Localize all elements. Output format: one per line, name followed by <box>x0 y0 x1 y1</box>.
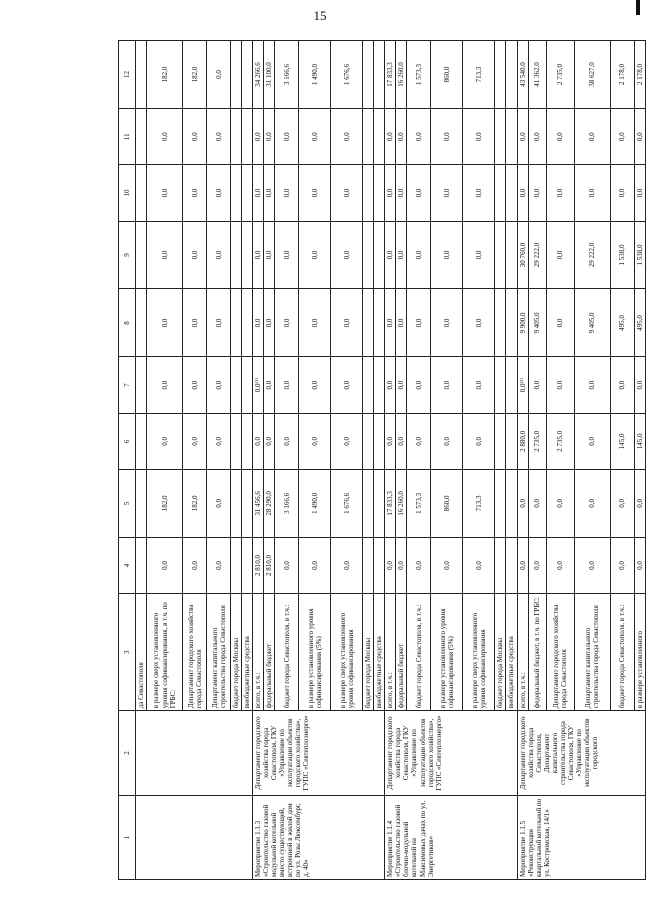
value-cell: 1 573,3 <box>407 41 431 109</box>
value-cell: 495,0 <box>634 289 645 357</box>
value-cell: 0,0 <box>207 165 231 221</box>
value-cell <box>506 469 517 537</box>
value-cell: 9 900,0 <box>517 289 528 357</box>
value-cell: 0,0 <box>331 165 363 221</box>
funding-source-cell: в размере установленного уровня софинансирования (5%) <box>299 594 331 711</box>
table-row <box>517 41 528 880</box>
funding-source-cell: внебюджетные средства <box>374 594 385 711</box>
value-cell: 182,0 <box>147 41 183 109</box>
executor-cell <box>136 711 253 795</box>
value-cell: 0,0 <box>331 357 363 413</box>
funding-source-cell: всего, в т.ч.: <box>253 594 264 711</box>
value-cell <box>374 109 385 165</box>
value-cell: 0,0 <box>331 109 363 165</box>
table-body <box>136 41 646 880</box>
value-cell: 0,0 <box>396 165 407 221</box>
value-cell: 0,0 <box>275 289 299 357</box>
value-cell: 0,0 <box>634 537 645 593</box>
value-cell: 0,0 <box>574 109 610 165</box>
value-cell: 0,0 <box>264 221 275 289</box>
value-cell: 0,0 <box>385 221 396 289</box>
value-cell <box>242 41 253 109</box>
value-cell: 1 538,0 <box>634 221 645 289</box>
budget-table <box>118 40 646 880</box>
value-cell <box>374 357 385 413</box>
value-cell: 0,0 <box>207 221 231 289</box>
table-row <box>136 41 147 880</box>
value-cell: 0,0 <box>299 221 331 289</box>
col-header: 6 <box>119 413 136 469</box>
value-cell <box>242 413 253 469</box>
value-cell <box>231 109 242 165</box>
value-cell: 0,0 <box>431 109 463 165</box>
value-cell <box>506 289 517 357</box>
value-cell: 0,0 <box>407 221 431 289</box>
value-cell: 0,0⁽²⁾ <box>517 357 528 413</box>
funding-source-cell: да Севастополя <box>136 594 147 711</box>
funding-source-cell: федеральный бюджет <box>396 594 407 711</box>
value-cell <box>242 537 253 593</box>
value-cell: 0,0 <box>546 289 574 357</box>
value-cell: 0,0 <box>546 357 574 413</box>
value-cell <box>374 469 385 537</box>
value-cell <box>374 165 385 221</box>
value-cell: 0,0 <box>517 165 528 221</box>
value-cell: 0,0 <box>396 357 407 413</box>
value-cell: 0,0 <box>463 109 495 165</box>
value-cell: 9 405,0 <box>574 289 610 357</box>
value-cell: 0,0 <box>546 165 574 221</box>
funding-source-cell: бюджет города Севастополя, в т.ч.: <box>275 594 299 711</box>
table-row <box>385 41 396 880</box>
value-cell: 0,0 <box>634 469 645 537</box>
value-cell: 1 676,6 <box>331 41 363 109</box>
value-cell <box>495 109 506 165</box>
value-cell: 0,0 <box>147 357 183 413</box>
value-cell <box>495 41 506 109</box>
funding-source-cell: федеральный бюджет <box>264 594 275 711</box>
activity-name-cell: Мероприятие 1.1.5 «Реконструкция квартальной котельной по ул. Костромская, 14/1» <box>517 795 645 879</box>
col-header: 5 <box>119 469 136 537</box>
value-cell: 1 490,0 <box>299 469 331 537</box>
value-cell: 0,0 <box>431 221 463 289</box>
rotated-table-container <box>118 40 658 880</box>
value-cell: 0,0 <box>634 357 645 413</box>
value-cell: 0,0 <box>528 469 546 537</box>
value-cell: 0,0 <box>207 289 231 357</box>
value-cell: 182,0 <box>183 41 207 109</box>
value-cell: 0,0 <box>331 221 363 289</box>
value-cell <box>136 289 147 357</box>
value-cell: 0,0 <box>147 537 183 593</box>
value-cell: 28 290,0 <box>264 469 275 537</box>
value-cell: 0,0 <box>183 221 207 289</box>
funding-source-cell: федеральный бюджет, в т.ч. по ГРБС: <box>528 594 546 711</box>
value-cell: 2 735,0 <box>528 413 546 469</box>
value-cell: 0,0 <box>275 109 299 165</box>
value-cell: 0,0 <box>385 413 396 469</box>
value-cell: 0,0 <box>610 537 634 593</box>
value-cell: 0,0 <box>264 413 275 469</box>
value-cell: 16 260,0 <box>396 469 407 537</box>
col-header: 3 <box>119 594 136 711</box>
value-cell: 9 405,0 <box>528 289 546 357</box>
funding-source-cell: в размере сверх установленного уровня софинансирования <box>331 594 363 711</box>
value-cell: 0,0 <box>253 109 264 165</box>
value-cell: 0,0 <box>463 537 495 593</box>
value-cell: 0,0 <box>528 109 546 165</box>
value-cell: 0,0 <box>275 165 299 221</box>
value-cell: 2 178,0 <box>610 41 634 109</box>
value-cell <box>242 469 253 537</box>
value-cell: 0,0 <box>299 357 331 413</box>
value-cell <box>363 289 374 357</box>
value-cell: 0,0 <box>431 165 463 221</box>
funding-source-cell: внебюджетные средства <box>506 594 517 711</box>
value-cell <box>363 357 374 413</box>
value-cell <box>242 221 253 289</box>
value-cell: 0,0 <box>147 109 183 165</box>
value-cell: 3 166,6 <box>275 469 299 537</box>
value-cell: 0,0 <box>546 469 574 537</box>
value-cell: 0,0 <box>385 289 396 357</box>
value-cell <box>363 41 374 109</box>
value-cell: 0,0 <box>385 165 396 221</box>
value-cell: 16 260,0 <box>396 41 407 109</box>
value-cell: 0,0 <box>463 221 495 289</box>
value-cell <box>136 109 147 165</box>
funding-source-cell: в размере сверх установленного уровня софинансирования <box>463 594 495 711</box>
value-cell: 34 266,6 <box>253 41 264 109</box>
value-cell: 0,0 <box>634 109 645 165</box>
value-cell: 30 760,0 <box>517 221 528 289</box>
value-cell: 0,0 <box>546 109 574 165</box>
value-cell: 0,0 <box>385 537 396 593</box>
value-cell: 43 540,0 <box>517 41 528 109</box>
value-cell: 29 222,0 <box>574 221 610 289</box>
value-cell <box>495 413 506 469</box>
funding-source-cell: в размере установленного <box>634 594 645 711</box>
funding-source-cell: Департамент капитального строительства города Севастополя <box>207 594 231 711</box>
value-cell: 0,0 <box>147 289 183 357</box>
value-cell: 0,0 <box>207 109 231 165</box>
page-number: 15 <box>313 8 327 23</box>
value-cell: 0,0 <box>275 413 299 469</box>
col-header: 9 <box>119 221 136 289</box>
value-cell: 0,0 <box>396 221 407 289</box>
value-cell: 31 100,0 <box>264 41 275 109</box>
executor-cell: Департамент городского хозяйства города Севастополя, Департамент капитального строительства города Севастополя, ГКУ «Управление по эксплуатации объектов городского <box>517 711 645 795</box>
value-cell: 0,0 <box>431 537 463 593</box>
value-cell: 0,0 <box>147 413 183 469</box>
funding-source-cell: всего, в т.ч.: <box>385 594 396 711</box>
value-cell <box>242 109 253 165</box>
value-cell <box>363 413 374 469</box>
value-cell: 0,0 <box>183 537 207 593</box>
value-cell: 0,0 <box>183 413 207 469</box>
value-cell: 0,0 <box>574 537 610 593</box>
value-cell: 2 735,0 <box>546 413 574 469</box>
executor-cell: Департамент городского хозяйства города Севастополя, ГКУ «Управление по эксплуатации объектов городского хозяйства», ГУПС «Севтеплоэнерго» <box>385 711 517 795</box>
value-cell <box>374 221 385 289</box>
value-cell: 0,0 <box>574 357 610 413</box>
value-cell: 3 166,6 <box>275 41 299 109</box>
value-cell: 0,0 <box>275 357 299 413</box>
value-cell: 2 810,0 <box>253 537 264 593</box>
funding-source-cell: в размере установленного уровня софинансирования (5%) <box>431 594 463 711</box>
value-cell: 0,0 <box>183 109 207 165</box>
value-cell <box>374 537 385 593</box>
funding-source-cell: всего, в т.ч.: <box>517 594 528 711</box>
value-cell: 0,0 <box>407 537 431 593</box>
value-cell: 0,0 <box>463 165 495 221</box>
value-cell: 2 810,0 <box>264 537 275 593</box>
col-header: 10 <box>119 165 136 221</box>
value-cell: 0,0 <box>610 469 634 537</box>
value-cell: 2 735,0 <box>546 41 574 109</box>
value-cell <box>506 41 517 109</box>
value-cell <box>231 413 242 469</box>
funding-source-cell: бюджет города Москвы <box>363 594 374 711</box>
funding-source-cell: Департамент городского хозяйства города Севастополя <box>183 594 207 711</box>
value-cell: 0,0 <box>299 413 331 469</box>
value-cell: 41 362,0 <box>528 41 546 109</box>
col-header: 8 <box>119 289 136 357</box>
value-cell: 182,0 <box>183 469 207 537</box>
value-cell <box>136 41 147 109</box>
value-cell <box>506 357 517 413</box>
value-cell <box>506 537 517 593</box>
value-cell: 1 573,3 <box>407 469 431 537</box>
value-cell: 0,0 <box>546 221 574 289</box>
value-cell: 0,0⁽¹⁾ <box>253 357 264 413</box>
value-cell <box>363 469 374 537</box>
value-cell <box>242 165 253 221</box>
value-cell: 17 833,3 <box>385 41 396 109</box>
value-cell: 0,0 <box>183 357 207 413</box>
value-cell: 1 490,0 <box>299 41 331 109</box>
value-cell: 182,0 <box>147 469 183 537</box>
col-header: 12 <box>119 41 136 109</box>
value-cell <box>242 289 253 357</box>
value-cell <box>231 221 242 289</box>
value-cell <box>506 221 517 289</box>
value-cell <box>506 109 517 165</box>
col-header: 2 <box>119 711 136 795</box>
value-cell: 0,0 <box>407 357 431 413</box>
value-cell: 0,0 <box>207 357 231 413</box>
table-row <box>253 41 264 880</box>
value-cell <box>495 357 506 413</box>
value-cell: 0,0 <box>275 221 299 289</box>
value-cell: 0,0 <box>331 413 363 469</box>
value-cell: 0,0 <box>463 413 495 469</box>
value-cell: 0,0 <box>528 165 546 221</box>
value-cell: 0,0 <box>275 537 299 593</box>
value-cell <box>495 221 506 289</box>
value-cell: 0,0 <box>407 289 431 357</box>
value-cell: 0,0 <box>431 357 463 413</box>
value-cell: 0,0 <box>253 413 264 469</box>
activity-name-cell <box>136 795 253 879</box>
value-cell: 0,0 <box>385 357 396 413</box>
col-header: 1 <box>119 795 136 879</box>
value-cell: 0,0 <box>407 413 431 469</box>
value-cell: 0,0 <box>331 537 363 593</box>
value-cell: 713,3 <box>463 41 495 109</box>
value-cell: 29 222,0 <box>528 221 546 289</box>
value-cell: 0,0 <box>407 165 431 221</box>
value-cell: 0,0 <box>634 165 645 221</box>
value-cell: 0,0 <box>517 469 528 537</box>
value-cell <box>242 357 253 413</box>
value-cell: 0,0 <box>610 109 634 165</box>
value-cell: 0,0 <box>264 165 275 221</box>
value-cell <box>495 469 506 537</box>
value-cell <box>136 413 147 469</box>
value-cell: 0,0 <box>396 537 407 593</box>
funding-source-cell: внебюджетные средства <box>242 594 253 711</box>
value-cell <box>136 357 147 413</box>
value-cell: 713,3 <box>463 469 495 537</box>
value-cell: 0,0 <box>385 109 396 165</box>
value-cell: 0,0 <box>253 165 264 221</box>
value-cell: 0,0 <box>147 165 183 221</box>
value-cell <box>231 41 242 109</box>
value-cell: 0,0 <box>253 221 264 289</box>
funding-source-cell: бюджет города Москвы <box>231 594 242 711</box>
value-cell: 0,0 <box>517 109 528 165</box>
value-cell <box>363 537 374 593</box>
value-cell <box>506 413 517 469</box>
value-cell: 0,0 <box>528 537 546 593</box>
value-cell: 495,0 <box>610 289 634 357</box>
value-cell: 0,0 <box>396 109 407 165</box>
value-cell: 0,0 <box>528 357 546 413</box>
value-cell: 860,0 <box>431 41 463 109</box>
funding-source-cell: бюджет города Севастополя, в т.ч.: <box>610 594 634 711</box>
value-cell <box>506 165 517 221</box>
funding-source-cell: бюджет города Москвы <box>495 594 506 711</box>
header-row <box>119 41 136 880</box>
corner-mark <box>636 0 640 15</box>
value-cell <box>363 109 374 165</box>
col-header: 11 <box>119 109 136 165</box>
value-cell: 145,0 <box>610 413 634 469</box>
activity-name-cell: Мероприятие 1.1.3 «Строительство газовой модульной котельной вместо существующей, встроенной в жилой дом по ул. Розы Люксембург, д. 40» <box>253 795 385 879</box>
value-cell: 0,0 <box>574 469 610 537</box>
value-cell <box>136 221 147 289</box>
value-cell: 0,0 <box>574 413 610 469</box>
value-cell <box>374 413 385 469</box>
value-cell: 0,0 <box>264 109 275 165</box>
funding-source-cell: Департамент капитального строительства города Севастополя <box>574 594 610 711</box>
funding-source-cell: Департамент городского хозяйства города Севастополя <box>546 594 574 711</box>
value-cell: 0,0 <box>299 109 331 165</box>
value-cell: 0,0 <box>207 413 231 469</box>
value-cell <box>231 469 242 537</box>
value-cell: 0,0 <box>183 165 207 221</box>
value-cell: 0,0 <box>299 537 331 593</box>
value-cell: 0,0 <box>253 289 264 357</box>
value-cell: 0,0 <box>183 289 207 357</box>
activity-name-cell: Мероприятие 1.1.4 «Строительство газовой блочно-модульной котельной на Максимовых дачах по ул. Энергетиков» <box>385 795 517 879</box>
value-cell <box>374 289 385 357</box>
col-header: 7 <box>119 357 136 413</box>
value-cell: 1 676,6 <box>331 469 363 537</box>
value-cell <box>136 469 147 537</box>
value-cell: 0,0 <box>207 41 231 109</box>
value-cell <box>495 165 506 221</box>
value-cell: 2 880,0 <box>517 413 528 469</box>
value-cell: 0,0 <box>610 357 634 413</box>
value-cell: 860,0 <box>431 469 463 537</box>
value-cell <box>495 289 506 357</box>
value-cell: 2 178,0 <box>634 41 645 109</box>
value-cell: 0,0 <box>299 289 331 357</box>
value-cell: 0,0 <box>463 357 495 413</box>
col-header: 4 <box>119 537 136 593</box>
value-cell: 0,0 <box>264 357 275 413</box>
value-cell <box>495 537 506 593</box>
value-cell <box>363 165 374 221</box>
value-cell <box>231 357 242 413</box>
value-cell <box>374 41 385 109</box>
value-cell: 38 627,0 <box>574 41 610 109</box>
value-cell: 0,0 <box>610 165 634 221</box>
value-cell <box>136 165 147 221</box>
value-cell: 0,0 <box>207 537 231 593</box>
value-cell <box>231 165 242 221</box>
value-cell: 17 833,3 <box>385 469 396 537</box>
value-cell: 0,0 <box>463 289 495 357</box>
value-cell: 1 538,0 <box>610 221 634 289</box>
value-cell: 0,0 <box>574 165 610 221</box>
funding-source-cell: бюджет города Севастополя, в т.ч.: <box>407 594 431 711</box>
value-cell <box>231 289 242 357</box>
value-cell: 0,0 <box>517 537 528 593</box>
executor-cell: Департамент городского хозяйства города Севастополя, ГКУ «Управление по эксплуатации объектов городского хозяйства», ГУПС «Севтеплоэнерго» <box>253 711 385 795</box>
value-cell: 145,0 <box>634 413 645 469</box>
value-cell: 0,0 <box>264 289 275 357</box>
value-cell <box>136 537 147 593</box>
value-cell: 31 456,6 <box>253 469 264 537</box>
value-cell <box>231 537 242 593</box>
value-cell: 0,0 <box>431 289 463 357</box>
value-cell: 0,0 <box>396 413 407 469</box>
value-cell: 0,0 <box>147 221 183 289</box>
value-cell: 0,0 <box>299 165 331 221</box>
value-cell: 0,0 <box>396 289 407 357</box>
value-cell <box>363 221 374 289</box>
value-cell: 0,0 <box>207 469 231 537</box>
value-cell: 0,0 <box>407 109 431 165</box>
value-cell: 0,0 <box>331 289 363 357</box>
funding-source-cell: в размере сверх установленного уровня софинансирования, в т.ч. по ГРБС: <box>147 594 183 711</box>
value-cell: 0,0 <box>431 413 463 469</box>
value-cell: 0,0 <box>546 537 574 593</box>
